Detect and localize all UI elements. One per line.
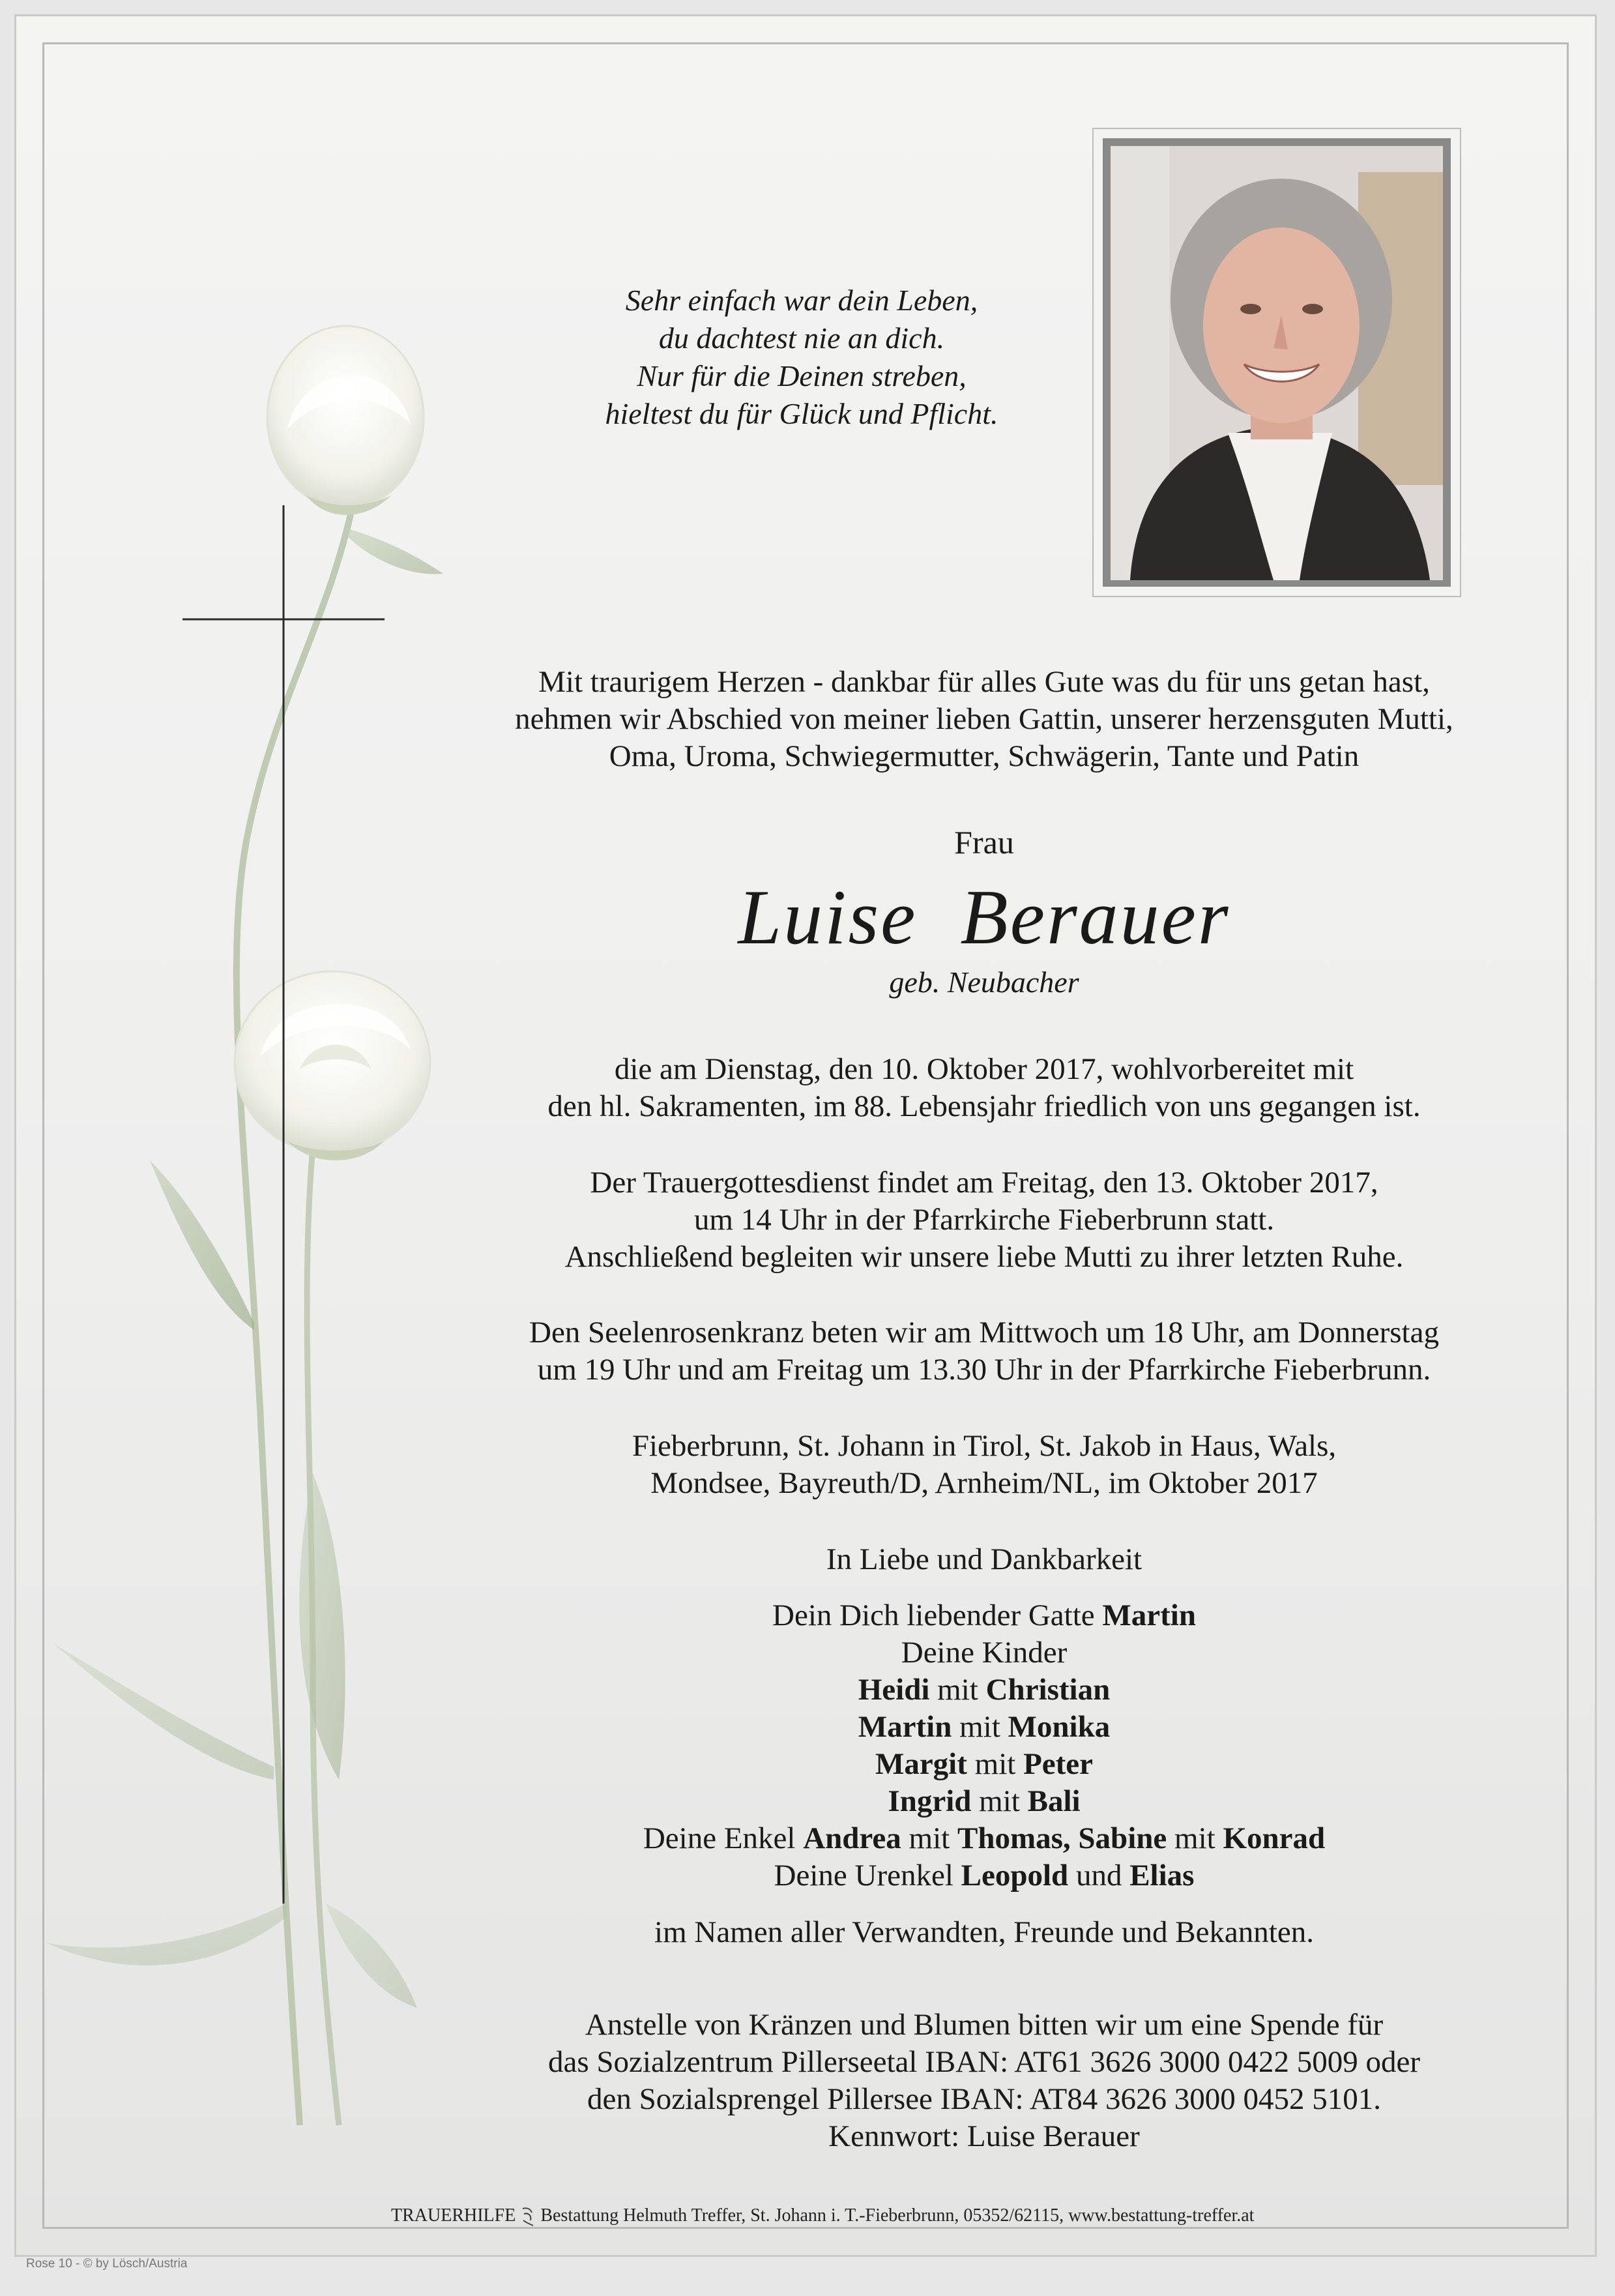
footer-brand: TRAUERHILFE	[391, 2205, 516, 2226]
deceased-name: Luise Berauer	[738, 874, 1230, 960]
grandchildren-line: Deine Enkel Andrea mit Thomas, Sabine mit Konrad	[643, 1821, 1326, 1855]
places-date	[430, 1428, 1538, 1502]
rosary-info	[430, 1314, 1538, 1389]
intro-line: Mit traurigem Herzen - dankbar für alles Gute was du für uns getan hast,	[538, 665, 1430, 699]
intro-line: Oma, Uroma, Schwiegermutter, Schwägerin, Tante und Patin	[609, 739, 1360, 773]
death-line: den hl. Sakramenten, im 88. Lebensjahr friedlich von uns gegangen ist.	[547, 1089, 1421, 1123]
poem	[541, 282, 1062, 433]
donation-line: Anstelle von Kränzen und Blumen bitten wir um eine Spende für	[585, 2008, 1384, 2042]
donation-line: den Sozialsprengel Pillersee IBAN: AT84 3626 3000 0452 5101.	[587, 2082, 1381, 2116]
donation-request	[430, 2007, 1538, 2155]
places-line: Mondsee, Bayreuth/D, Arnheim/NL, im Oktober 2017	[650, 1466, 1318, 1500]
family-list	[430, 1597, 1538, 1894]
in-love-line: In Liebe und Dankbarkeit	[826, 1542, 1142, 1576]
funeral-service	[430, 1164, 1538, 1276]
donation-line: das Sozialzentrum Pillerseetal IBAN: AT61 3626 3000 0422 5009 oder	[548, 2045, 1420, 2079]
places-line: Fieberbrunn, St. Johann in Tirol, St. Jakob in Haus, Wals,	[632, 1429, 1337, 1463]
photo-mat	[1103, 138, 1451, 587]
child-line: Margit mit Peter	[875, 1747, 1094, 1781]
death-line: die am Dienstag, den 10. Oktober 2017, wohlvorbereitet mit	[614, 1052, 1354, 1086]
poem-line: Nur für die Deinen streben,	[637, 359, 967, 392]
poem-line: hieltest du für Glück und Pflicht.	[605, 397, 998, 430]
birth-name: geb. Neubacher	[889, 965, 1079, 999]
white-roses-illustration	[39, 313, 443, 2138]
child-line: Martin mit Monika	[858, 1710, 1111, 1744]
great-grandchildren-line: Deine Urenkel Leopold und Elias	[774, 1859, 1195, 1892]
intro-line: nehmen wir Abschied von meiner lieben Gattin, unserer herzensguten Mutti,	[515, 702, 1453, 736]
child-line: Heidi mit Christian	[858, 1673, 1111, 1707]
trauerhilfe-logo-icon	[520, 2206, 536, 2228]
footer-contact: Bestattung Helmuth Treffer, St. Johann i. T.-Fieberbrunn, 05352/62115, www.bestattung-treffer.at	[540, 2205, 1255, 2226]
mass-line: Anschließend begleiten wir unsere liebe Mutti zu ihrer letzten Ruhe.	[564, 1240, 1404, 1274]
rosary-line: um 19 Uhr und am Freitag um 13.30 Uhr in der Pfarrkirche Fieberbrunn.	[537, 1353, 1431, 1387]
portrait-photo-frame	[1092, 128, 1461, 597]
child-line: Ingrid mit Bali	[888, 1784, 1081, 1818]
rosary-line: Den Seelenrosenkranz beten wir am Mittwoch um 18 Uhr, am Donnerstag	[529, 1316, 1439, 1349]
children-label: Deine Kinder	[901, 1636, 1068, 1670]
title-label: Frau	[954, 824, 1014, 861]
husband-line: Dein Dich liebender Gatte Martin	[772, 1598, 1196, 1632]
death-notice	[430, 1051, 1538, 1125]
intro-text	[430, 664, 1538, 775]
relatives-line: im Namen aller Verwandten, Freunde und Bekannten.	[654, 1915, 1314, 1949]
mass-line: Der Trauergottesdienst findet am Freitag, den 13. Oktober 2017,	[590, 1166, 1378, 1200]
mass-line: um 14 Uhr in der Pfarrkirche Fieberbrunn statt.	[693, 1203, 1275, 1237]
footer	[391, 2205, 1615, 2228]
poem-line: Sehr einfach war dein Leben,	[625, 284, 978, 317]
portrait-photo	[1111, 146, 1443, 580]
image-credit: Rose 10 - © by Lösch/Austria	[26, 2257, 188, 2271]
donation-line: Kennwort: Luise Berauer	[828, 2119, 1140, 2153]
poem-line: du dachtest nie an dich.	[658, 321, 945, 355]
